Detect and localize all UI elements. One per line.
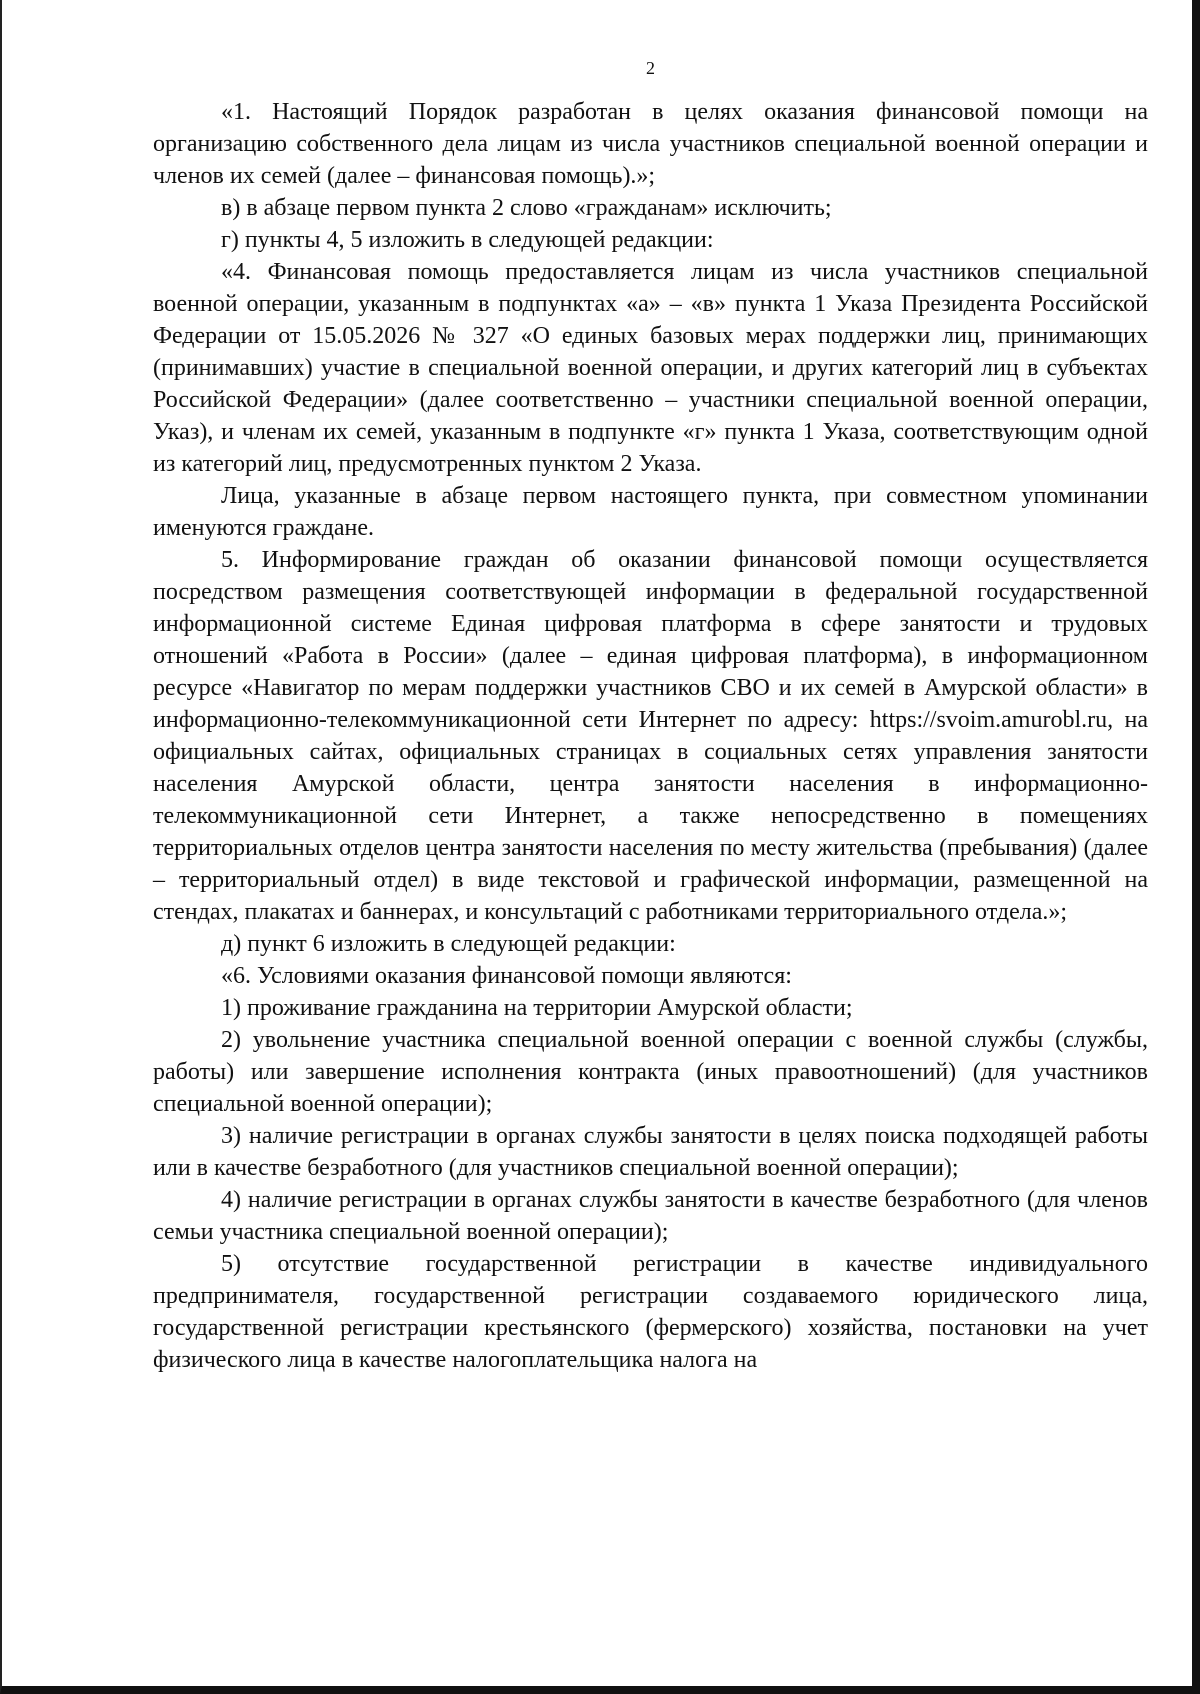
paragraph-4: «4. Финансовая помощь предоставляется лицам из числа участников специальной военной операции, указанным в подпунктах «а» – «в» пункта 1 Указа Президента Российской Федерации от 15.05.2026 № 327 «О единых базовых мерах поддержки лиц, принимающих (принимавших) участие в специальной военной операции, и других категорий лиц в субъектах Российской Федерации» (далее соответственно – участники специальной военной операции, Указ), и членам их семей, указанным в подпункте «г» пункта 1 Указа, соответствующим одной из категорий лиц, предусмотренных пунктом 2 Указа. bbox=[153, 259, 1148, 477]
paragraph-7: д) пункт 6 изложить в следующей редакции: bbox=[221, 931, 676, 957]
paragraph-3: г) пункты 4, 5 изложить в следующей редакции: bbox=[221, 227, 714, 253]
paragraph-5: Лица, указанные в абзаце первом настоящего пункта, при совместном упоминании именуются граждане. bbox=[153, 483, 1148, 541]
paragraph-1: «1. Настоящий Порядок разработан в целях оказания финансовой помощи на организацию собственного дела лицам из числа участников специальной военной операции и членов их семей (далее – финансовая помощь).»; bbox=[153, 99, 1148, 189]
paragraph-2: в) в абзаце первом пункта 2 слово «гражданам» исключить; bbox=[221, 195, 832, 221]
paragraph-6: 5. Информирование граждан об оказании финансовой помощи осуществляется посредством размещения соответствующей информации в федеральной государственной информационной системе Единая цифровая платформа в сфере занятости и трудовых отношений «Работа в России» (далее – единая цифровая платформа), в информационном ресурсе «Навигатор по мерам поддержки участников СВО и их семей в Амурской области» в информационно-телекоммуникационной сети Интернет по адресу: https://svoim.amurobl.ru, на официальных сайтах, официальных страницах в социальных сетях управления занятости населения Амурской области, центра занятости населения в информационно-телекоммуникационной сети Интернет, а также непосредственно в помещениях территориальных отделов центра занятости населения по месту жительства (пребывания) (далее – территориальный отдел) в виде текстовой и графической информации, размещенной на стендах, плакатах и баннерах, и консультаций с работниками территориального отдела.»; bbox=[153, 547, 1148, 925]
paragraph-8: «6. Условиями оказания финансовой помощи являются: bbox=[221, 963, 792, 989]
paragraph-9: 1) проживание гражданина на территории Амурской области; bbox=[221, 995, 853, 1021]
paragraph-10: 2) увольнение участника специальной военной операции с военной службы (службы, работы) или завершение исполнения контракта (иных правоотношений) (для участников специальной военной операции); bbox=[153, 1027, 1148, 1117]
document-page bbox=[153, 56, 1148, 1376]
page-number: 2 bbox=[646, 58, 655, 78]
paragraph-13: 5) отсутствие государственной регистрации в качестве индивидуального предпринимателя, государственной регистрации создаваемого юридического лица, государственной регистрации крестьянского (фермерского) хозяйства, постановки на учет физического лица в качестве налогоплательщика налога на bbox=[153, 1251, 1148, 1373]
paragraph-12: 4) наличие регистрации в органах службы занятости в качестве безработного (для членов семьи участника специальной военной операции); bbox=[153, 1187, 1148, 1245]
paragraph-11: 3) наличие регистрации в органах службы занятости в целях поиска подходящей работы или в качестве безработного (для участников специальной военной операции); bbox=[153, 1123, 1148, 1181]
